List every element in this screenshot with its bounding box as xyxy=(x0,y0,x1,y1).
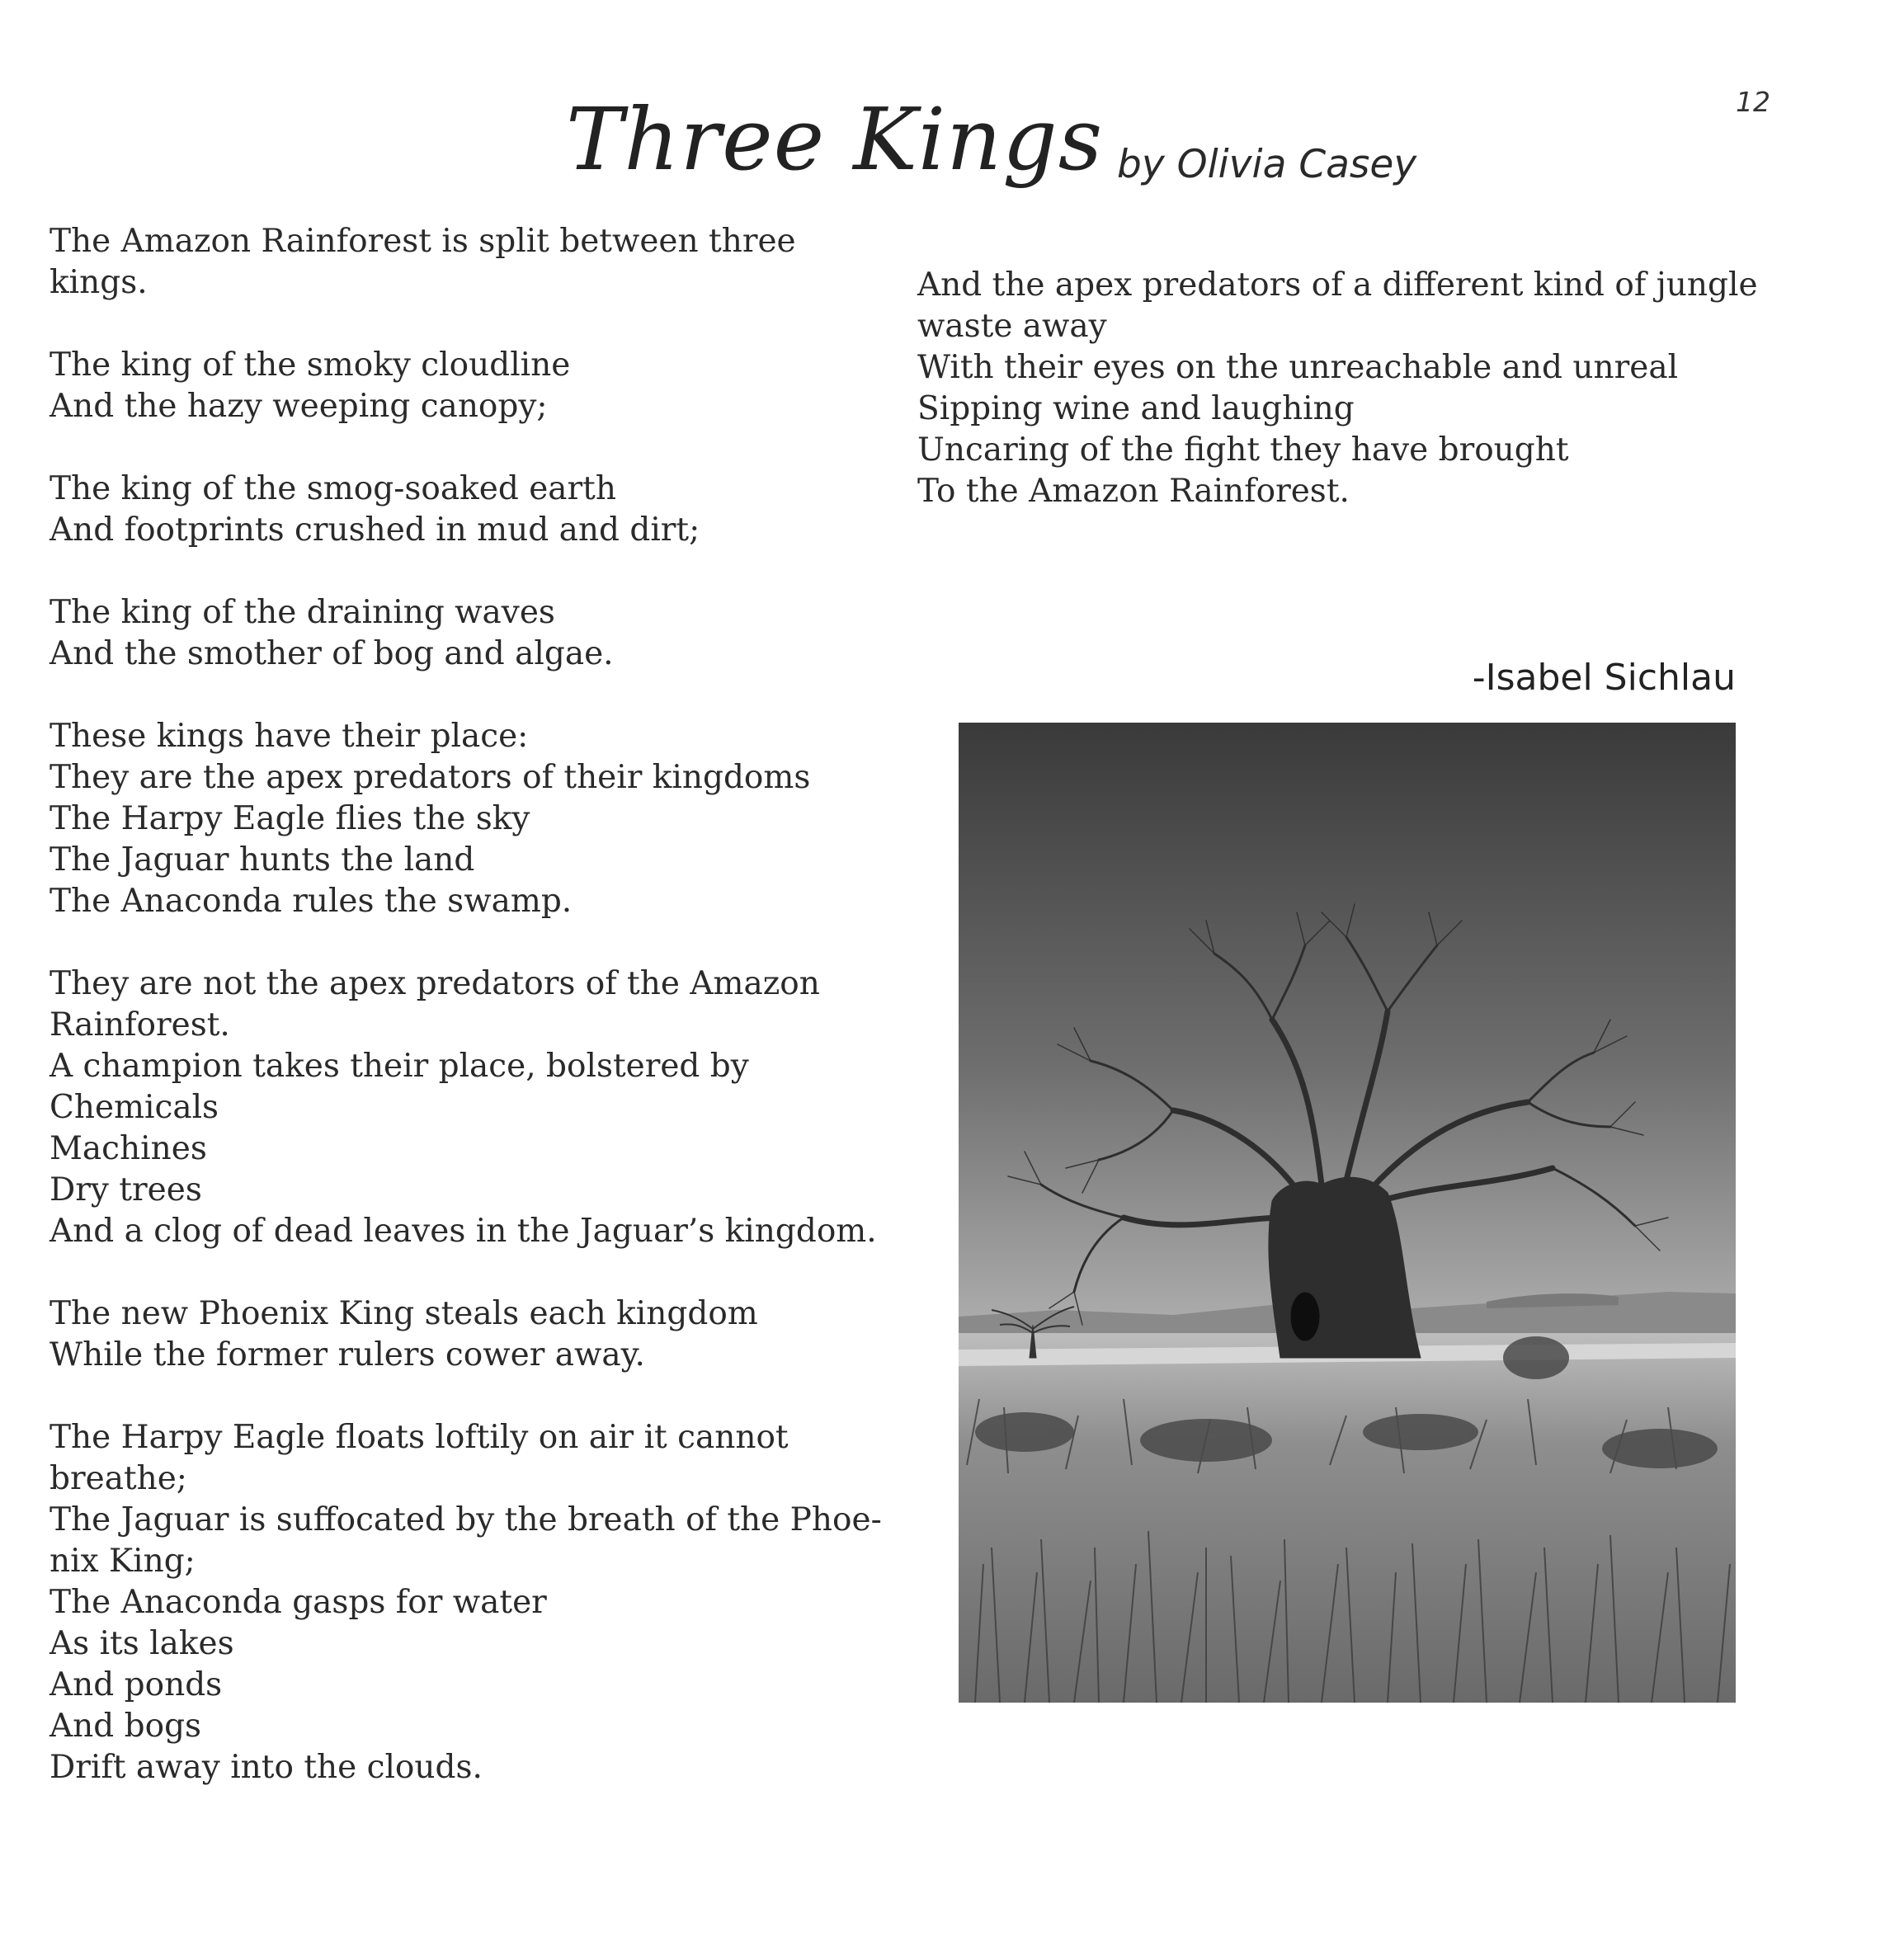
poem-line: The king of the draining waves xyxy=(49,594,555,631)
poem-line: Sipping wine and laughing xyxy=(917,390,1355,427)
poem-stanza xyxy=(49,469,891,551)
poem-line: And the smother of bog and algae. xyxy=(49,635,614,672)
poem-line: They are not the apex predators of the Amazon xyxy=(49,965,820,1002)
poem-line: They are the apex predators of their kingdoms xyxy=(49,759,811,796)
poem-line: The Harpy Eagle floats loftily on air it cannot xyxy=(49,1419,789,1456)
poem-line: Chemicals xyxy=(49,1089,219,1126)
poem-line: These kings have their place: xyxy=(49,718,529,755)
poem-stanza xyxy=(49,1293,891,1376)
poem-left-column xyxy=(49,221,891,1830)
poem-stanza xyxy=(917,265,1775,512)
poem-line: The Anaconda rules the swamp. xyxy=(49,883,573,920)
poem-line: The Harpy Eagle flies the sky xyxy=(49,800,530,837)
poem-line: waste away xyxy=(917,308,1107,345)
poem-stanza xyxy=(49,345,891,427)
poem-line: The Jaguar hunts the land xyxy=(49,841,475,879)
poem-line: The Amazon Rainforest is split between three xyxy=(49,223,796,260)
poem-right-column xyxy=(917,265,1775,554)
poem-line: And bogs xyxy=(49,1708,202,1745)
poem-line: While the former rulers cower away. xyxy=(49,1336,645,1373)
byline: by Olivia Casey xyxy=(1117,142,1417,187)
poem-stanza xyxy=(49,964,891,1252)
poem-line: And the hazy weeping canopy; xyxy=(49,388,548,425)
poem-line: And a clog of dead leaves in the Jaguar’s kingdom. xyxy=(49,1213,877,1250)
poem-line: As its lakes xyxy=(49,1625,234,1662)
page-number: 12 xyxy=(1736,86,1770,118)
poem-line: breathe; xyxy=(49,1460,187,1497)
poem-line: To the Amazon Rainforest. xyxy=(917,473,1350,510)
poem-line: The new Phoenix King steals each kingdom xyxy=(49,1295,758,1332)
baobab-tree-photo xyxy=(959,723,1736,1703)
poem-line: Machines xyxy=(49,1130,207,1167)
poem-line: The Anaconda gasps for water xyxy=(49,1584,547,1621)
photo-credit: -Isabel Sichlau xyxy=(1472,657,1736,699)
poem-line: nix King; xyxy=(49,1543,196,1580)
poem-line: With their eyes on the unreachable and unreal xyxy=(917,349,1679,386)
poem-stanza xyxy=(49,1417,891,1788)
poem-stanza xyxy=(49,592,891,675)
poem-stanza xyxy=(49,221,891,304)
poem-line: Rainforest. xyxy=(49,1006,230,1044)
poem-line: Drift away into the clouds. xyxy=(49,1749,483,1786)
poem-line: The Jaguar is suffocated by the breath of the Phoe- xyxy=(49,1501,882,1538)
poem-line: And the apex predators of a different kind of jungle xyxy=(917,266,1758,304)
poem-line: A champion takes their place, bolstered by xyxy=(49,1048,749,1085)
poem-line: Dry trees xyxy=(49,1171,202,1209)
poem-line: And footprints crushed in mud and dirt; xyxy=(49,511,700,549)
poem-stanza xyxy=(49,716,891,922)
poem-line: The king of the smoky cloudline xyxy=(49,346,571,384)
poem-line: kings. xyxy=(49,264,148,301)
poem-line: The king of the smog-soaked earth xyxy=(49,470,616,507)
poem-line: Uncaring of the fight they have brought xyxy=(917,431,1569,469)
poem-line: And ponds xyxy=(49,1666,223,1703)
page-title: Three Kings xyxy=(566,89,1104,190)
